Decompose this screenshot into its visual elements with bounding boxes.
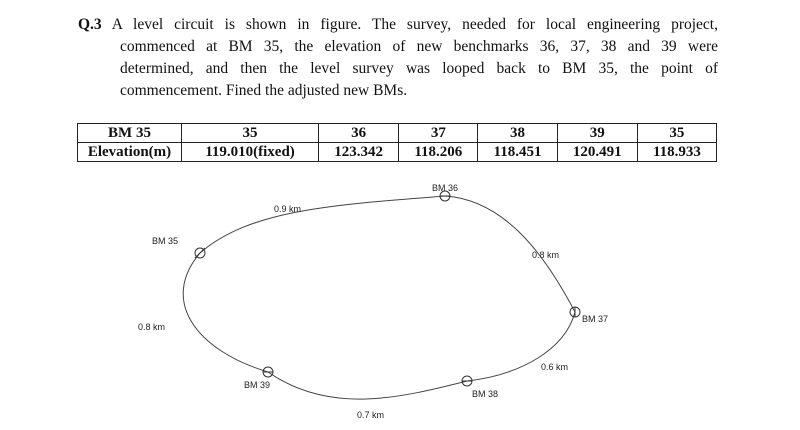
distance-35-36: 0.9 km (274, 204, 302, 214)
table-cell: 36 (319, 124, 399, 143)
distance-38-39: 0.7 km (357, 410, 385, 420)
table-cell: 35 (637, 124, 716, 143)
distance-37-38: 0.6 km (541, 362, 569, 372)
bm39-label: BM 39 (244, 380, 271, 390)
table-cell: 118.451 (478, 143, 557, 162)
bm37-marker (570, 307, 580, 317)
table-cell: Elevation(m) (78, 143, 182, 162)
table-cell: 120.491 (557, 143, 637, 162)
bm35-label: BM 35 (152, 236, 179, 246)
bm39-marker (263, 367, 273, 377)
table-cell: 38 (478, 124, 557, 143)
table-cell: 118.206 (399, 143, 478, 162)
question-line-3: determined, and then the level survey was looped back to BM 35, the point of (120, 60, 718, 77)
table-cell: 37 (399, 124, 478, 143)
question-line-2: commenced at BM 35, the elevation of new benchmarks 36, 37, 38 and 39 were (120, 38, 718, 55)
table-cell: BM 35 (78, 124, 182, 143)
bm38-label: BM 38 (472, 389, 499, 399)
distance-39-35: 0.8 km (138, 322, 166, 332)
question-number: Q.3 (78, 16, 102, 33)
distance-36-37: 0.8 km (532, 250, 560, 260)
table-cell: 118.933 (637, 143, 716, 162)
bm36-label: BM 36 (432, 183, 459, 193)
question-line-4: commencement. Fined the adjusted new BMs. (120, 82, 408, 99)
table-cell: 39 (557, 124, 637, 143)
table-cell: 35 (182, 124, 319, 143)
table-cell: 123.342 (319, 143, 399, 162)
question-line-1: Q.3 A level circuit is shown in figure. The survey, needed for local engineering project, (78, 16, 718, 33)
bm37-label: BM 37 (582, 314, 609, 324)
circuit-loop (183, 196, 575, 399)
bm35-marker (195, 248, 205, 258)
bm38-marker (462, 376, 472, 386)
table-cell: 119.010(fixed) (182, 143, 319, 162)
